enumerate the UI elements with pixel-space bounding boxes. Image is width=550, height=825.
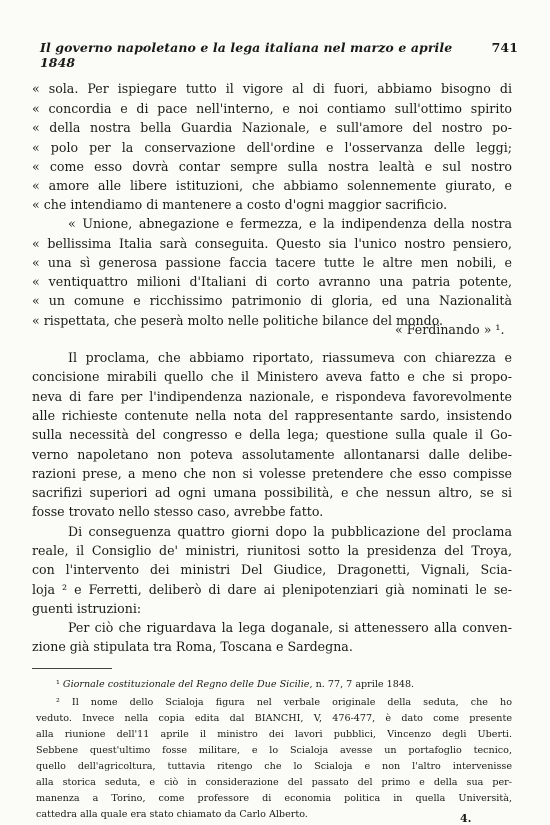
quote-line: « come esso dovrà contar sempre sulla nostra lealtà e sul nostro (32, 159, 512, 174)
footnote-line: Sebbene quest'ultimo fosse militare, e lo Scialoja avesse un portafoglio tecnico, (36, 745, 512, 756)
body-line: fosse trovato nello stesso caso, avrebbe fatto. (32, 504, 324, 519)
body-line: verno napoletano non poteva assolutamente allontanarsi dalle delibe- (32, 447, 512, 462)
body-line: reale, il Consiglio de' ministri, riunitosi sotto la presidenza del Troya, (32, 543, 512, 558)
signature: « Ferdinando » ¹. (395, 322, 505, 337)
quote-line: « sola. Per ispiegare tutto il vigore al di fuori, abbiamo bisogno di (32, 81, 512, 96)
quote-line: « concordia e di pace nell'interno, e noi contiamo sull'ottimo spirito (32, 101, 512, 116)
signature-mark: 4. (460, 812, 472, 825)
body-line: alle richieste contenute nella nota del rappresentante sardo, insistendo (32, 408, 512, 423)
running-title: Il governo napoletano e la lega italiana nel marzo e aprile 1848 (40, 40, 453, 70)
body-line: loja ² e Ferretti, deliberò di dare ai plenipotenziari già nominati le se- (32, 582, 512, 597)
body-line: Per ciò che riguardava la lega doganale, si attenessero alla conven- (68, 620, 512, 635)
body-line: con l'intervento dei ministri Del Giudice, Dragonetti, Vignali, Scia- (32, 562, 512, 577)
page-number: 741 (491, 40, 518, 55)
quote-line: « polo per la conservazione dell'ordine e l'osservanza delle leggi; (32, 140, 512, 155)
body-line: sulla necessità del congresso e della lega; questione sulla quale il Go- (32, 427, 512, 442)
quote-line: « amore alle libere istituzioni, che abbiamo solennemente giurato, e (32, 178, 512, 193)
footnote-line: alla riunione dell'11 aprile il ministro dei lavori pubblici, Vincenzo degli Uberti. (36, 729, 512, 740)
quote-line: « rispettata, che peserà molto nelle politiche bilance del mondo. (32, 313, 444, 328)
footnote-line: manenza a Torino, come professore di economia politica in quella Università, (36, 793, 512, 804)
body-line: sacrifizi superiori ad ogni umana possibilità, e che nessun altro, se si (32, 485, 512, 500)
body-line: zione già stipulata tra Roma, Toscana e Sardegna. (32, 639, 353, 654)
quote-line: « un comune e ricchissimo patrimonio di gloria, ed una Nazionalità (32, 293, 512, 308)
footnote-line: ¹ Giornale costituzionale del Regno delle Due Sicilie, n. 77, 7 aprile 1848. (56, 679, 415, 690)
quote-line: « della nostra bella Guardia Nazionale, e sull'amore del nostro po- (32, 120, 512, 135)
body-line: neva di fare per l'indipendenza nazionale, e rispondeva favorevolmente (32, 389, 512, 404)
quote-line: « che intendiamo di mantenere a costo d'ogni maggior sacrificio. (32, 197, 448, 212)
footnote-line: veduto. Invece nella copia edita dal BIANCHI, V, 476-477, è dato come presente (36, 713, 512, 724)
body-line: razioni prese, a meno che non si volesse pretendere che esso compisse (32, 466, 512, 481)
quote-line: « bellissima Italia sarà conseguita. Questo sia l'unico nostro pensiero, (32, 236, 512, 251)
body-line: guenti istruzioni: (32, 601, 142, 616)
footnote-line: alla storica seduta, e ciò in considerazione del passato del primo e della sua per- (36, 777, 512, 788)
quote-line: « ventiquattro milioni d'Italiani di corto avranno una patria potente, (32, 274, 512, 289)
body-line: Il proclama, che abbiamo riportato, riassumeva con chiarezza e (68, 350, 512, 365)
footnote-line: quello dell'agricoltura, tuttavia ritengo che lo Scialoja e non l'altro intervenisse (36, 761, 512, 772)
footnote-line: ² Il nome dello Scialoja figura nel verbale originale della seduta, che ho (56, 697, 512, 708)
body-line: concisione mirabili quello che il Ministero aveva fatto e che si propo- (32, 369, 512, 384)
footnote-separator (32, 668, 112, 669)
body-line: Di conseguenza quattro giorni dopo la pubblicazione del proclama (68, 524, 512, 539)
footnote-line: cattedra alla quale era stato chiamato da Carlo Alberto. (36, 809, 308, 820)
quote-line: « Unione, abnegazione e fermezza, e la indipendenza della nostra (68, 216, 512, 231)
quote-line: « una sì generosa passione faccia tacere tutte le altre men nobili, e (32, 255, 512, 270)
running-header (40, 40, 518, 70)
